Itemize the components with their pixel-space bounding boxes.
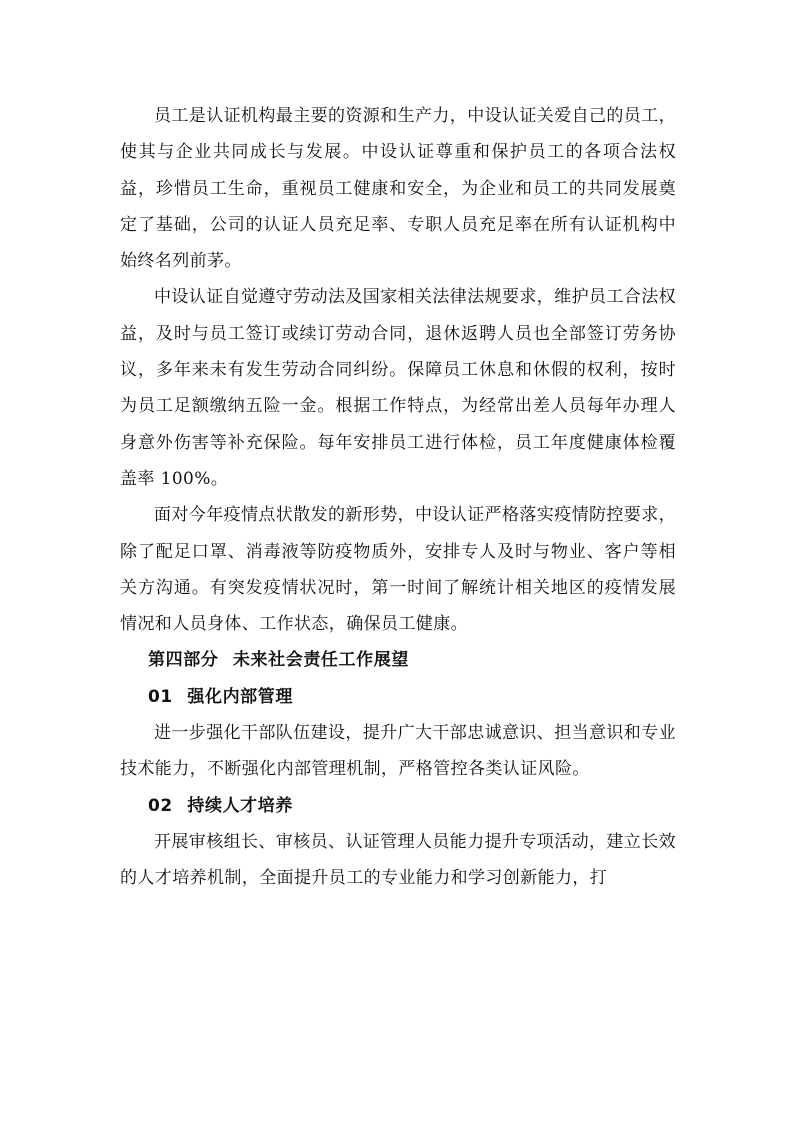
section-heading-part-four: 第四部分 未来社会责任工作展望 [148, 650, 409, 671]
document-body [120, 98, 676, 897]
paragraph-epidemic-prevention: 面对今年疫情点状散发的新形势，中设认证严格落实疫情防控要求，除了配足口罩、消毒液等防疫物质外，安排专人及时与物业、客户等相关方沟通。有突发疫情状况时，第一时间了解统计相关地区的疫情发展情况和人员身体、工作状态，确保员工健康。 [120, 505, 676, 635]
paragraph-internal-management: 进一步强化干部队伍建设，提升广大干部忠诚意识、担当意识和专业技术能力，不断强化内部管理机制，严格管控各类认证风险。 [120, 723, 676, 780]
paragraph-employee-care: 员工是认证机构最主要的资源和生产力，中设认证关爱自己的员工，使其与企业共同成长与发展。中设认证尊重和保护员工的各项合法权益，珍惜员工生命，重视员工健康和安全，为企业和员工的共同发展奠定了基础，公司的认证人员充足率、专职人员充足率在所有认证机构中始终名列前茅。 [120, 106, 676, 272]
paragraph-talent-cultivation: 开展审核组长、审核员、认证管理人员能力提升专项活动，建立长效的人才培养机制，全面提升员工的专业能力和学习创新能力，打 [120, 831, 676, 889]
subheading-talent-cultivation: 02 持续人才培养 [148, 795, 293, 816]
paragraph-labor-law: 中设认证自觉遵守劳动法及国家相关法律法规要求，维护员工合法权益，及时与员工签订或续订劳动合同，退休返聘人员也全部签订劳务协议，多年来未有发生劳动合同纠纷。保障员工休息和休假的权利，按时为员工足额缴纳五险一金。根据工作特点，为经常出差人员每年办理人身意外伤害等补充保险。每年安排员工进行体检，员工年度健康体检覆盖率 100%。 [120, 287, 676, 489]
subheading-internal-management: 01 强化内部管理 [148, 686, 293, 707]
